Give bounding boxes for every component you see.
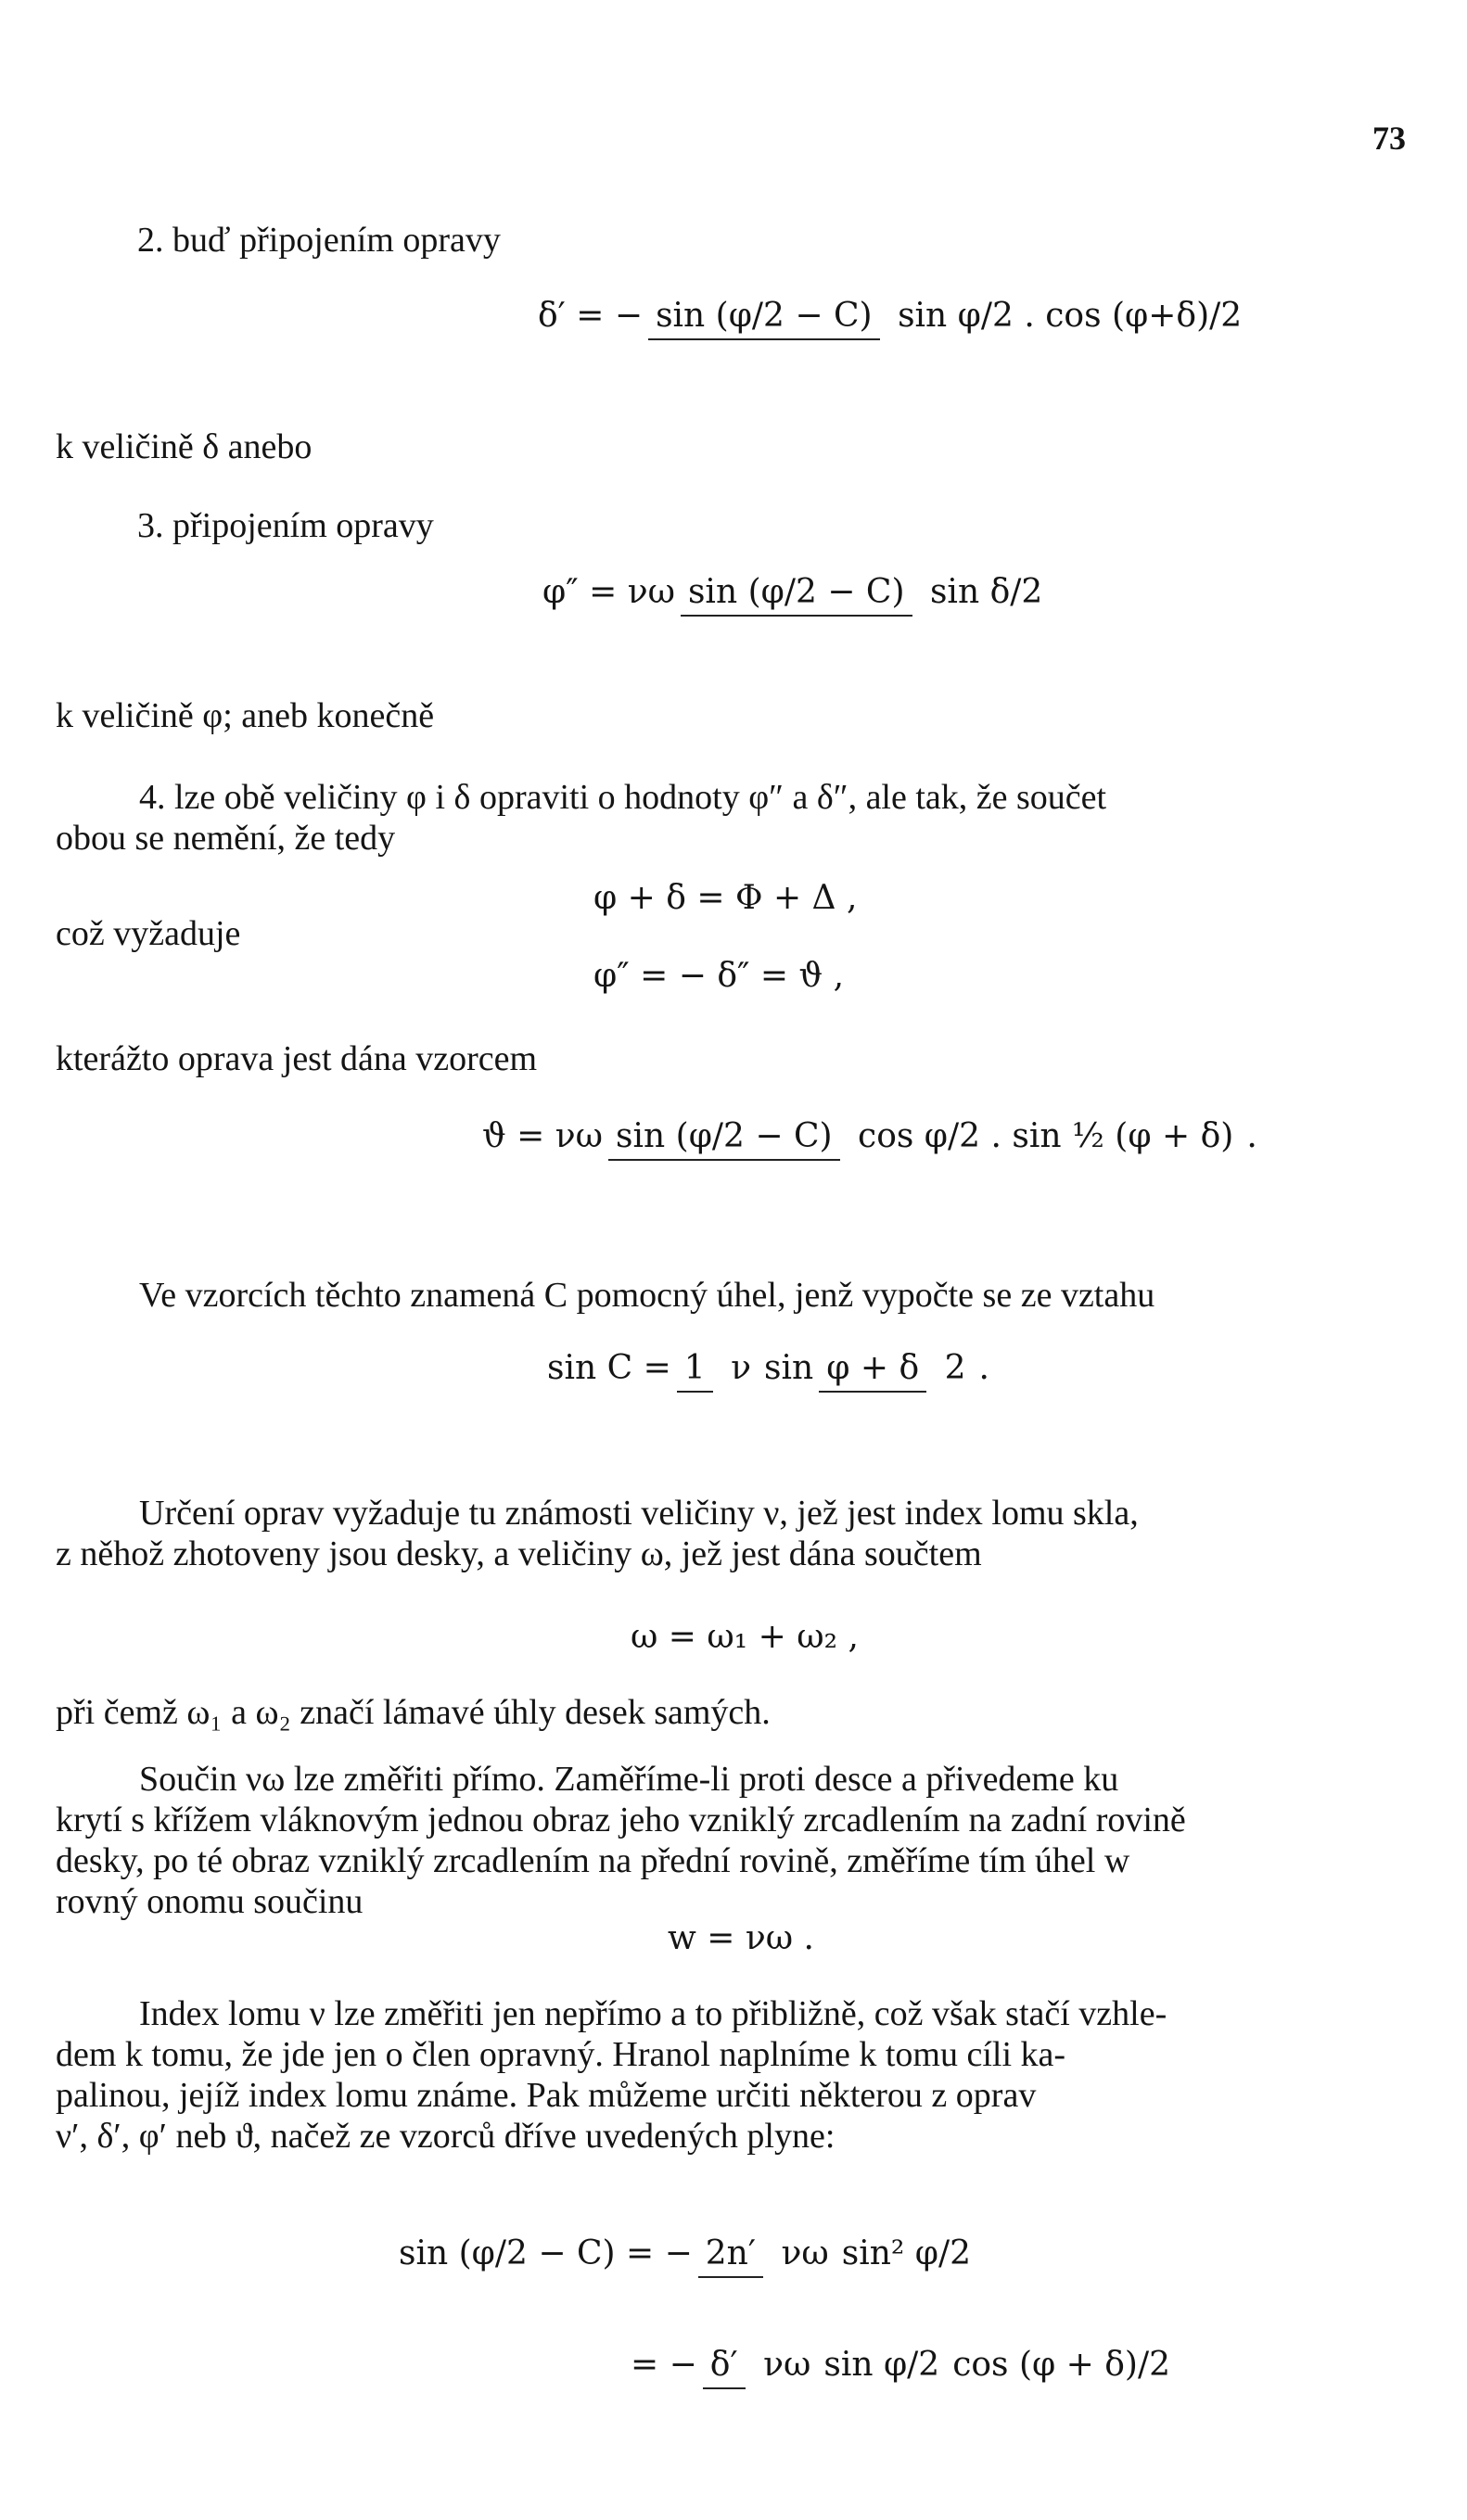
fraction-denominator: cos φ/2 . sin ½ (φ + δ) — [858, 1117, 1234, 1155]
fraction-numerator: 2n′ — [698, 2234, 763, 2278]
paragraph-1-line-1: Ve vzorcích těchto znamená C pomocný úhel, jenž vypočte se ze vztahu — [139, 1276, 1155, 1315]
fraction-numerator: sin (φ/2 − C) — [648, 297, 880, 340]
paragraph-5-line-4: ν′, δ′, φ′ neb ϑ, načež ze vzorců dříve uvedených plyne: — [56, 2117, 836, 2156]
formula-rhs-2: cos (φ + δ)/2 — [952, 2346, 1171, 2384]
paragraph-2-line-2: z něhož zhotoveny jsou desky, a veličiny ω, jež jest dána součtem — [56, 1534, 982, 1573]
formula-lhs: = − — [631, 2346, 697, 2384]
fraction-numerator: φ + δ — [819, 1349, 926, 1393]
formula-sum: φ + δ = Φ + Δ , — [593, 879, 858, 917]
paragraph-4-line-1: Součin νω lze změřiti přímo. Zaměříme-li proti desce a přivedeme ku — [139, 1760, 1119, 1799]
fraction-numerator: sin (φ/2 − C) — [608, 1117, 840, 1161]
paragraph-4 — [56, 1759, 1406, 1922]
paragraph-4-line-4: rovný onomu součinu — [56, 1882, 364, 1921]
fraction-denominator: ν — [731, 1349, 752, 1387]
page-number: 73 — [1372, 120, 1406, 157]
formula-fraction — [698, 2234, 836, 2272]
formula-theta-value — [482, 1117, 1257, 1155]
item-4-line-1: 4. lze obě veličiny φ i δ opraviti o hodnoty φ″ a δ″, ale tak, že součet — [139, 778, 1107, 817]
fraction-numerator: sin (φ/2 − C) — [681, 573, 912, 617]
formula-lhs: φ″ = νω — [542, 573, 675, 611]
formula-w: w = νω . — [668, 1919, 814, 1957]
paragraph-5-line-1: Index lomu ν lze změřiti jen nepřímo a to přibližně, což však stačí vzhle- — [139, 1994, 1167, 2033]
formula-tail: . — [978, 1349, 989, 1387]
fraction-denominator: νω — [781, 2234, 829, 2272]
formula-lhs: ϑ = νω — [482, 1117, 604, 1155]
item-4-paragraph — [56, 777, 1406, 859]
formula-fraction — [681, 573, 1050, 611]
formula-fraction-1 — [677, 1349, 759, 1387]
kterazto-text: kterážto oprava jest dána vzorcem — [56, 1039, 538, 1078]
item-3-text: 3. připojením opravy — [137, 506, 434, 545]
paragraph-3-line-1: při čemž ω₁ a ω₂ značí lámavé úhly desek samých. — [56, 1693, 771, 1732]
formula-rhs-1: sin φ/2 — [823, 2346, 940, 2384]
formula-tail: . — [1246, 1117, 1257, 1155]
fraction-denominator: 2 — [944, 1349, 966, 1387]
formula-final-2 — [631, 2346, 1170, 2384]
item-2-after: k veličině δ anebo — [56, 427, 313, 466]
item-3-after: k veličině φ; aneb konečně — [56, 696, 435, 735]
paragraph-5 — [56, 1993, 1406, 2157]
formula-delta-prime — [538, 297, 1255, 335]
formula-rhs: sin² φ/2 — [841, 2234, 972, 2272]
formula-lhs: sin (φ/2 − C) = − — [399, 2234, 693, 2272]
formula-sin: sin — [764, 1349, 814, 1387]
fraction-numerator: δ′ — [703, 2346, 746, 2389]
coz-vyzaduje: což vyžaduje — [56, 914, 241, 953]
fraction-denominator: sin φ/2 . cos (φ+δ)/2 — [898, 297, 1243, 335]
formula-lhs: δ′ = − — [538, 297, 644, 335]
formula-sin-c — [547, 1349, 989, 1387]
formula-theta: φ″ = − δ″ = ϑ , — [593, 957, 845, 995]
fraction-denominator: sin δ/2 — [929, 573, 1043, 611]
formula-fraction — [703, 2346, 819, 2384]
paragraph-2-line-1: Určení oprav vyžaduje tu známosti veličiny ν, jež jest index lomu skla, — [139, 1494, 1139, 1533]
item-2-text: 2. buď připojením opravy — [137, 221, 501, 260]
fraction-numerator: 1 — [677, 1349, 713, 1393]
formula-final-1 — [399, 2234, 971, 2272]
formula-fraction-2 — [819, 1349, 973, 1387]
paragraph-1 — [56, 1275, 1406, 1316]
paragraph-4-line-2: krytí s křížem vláknovým jednou obraz jeho vzniklý zrcadlením na zadní rovině — [56, 1801, 1186, 1839]
paragraph-5-line-2: dem k tomu, že jde jen o člen opravný. Hranol naplníme k tomu cíli ka- — [56, 2035, 1066, 2074]
fraction-denominator: νω — [763, 2346, 811, 2384]
paragraph-5-line-3: palinou, jejíž index lomu známe. Pak můžeme určiti některou z oprav — [56, 2076, 1037, 2115]
formula-fraction — [608, 1117, 1241, 1155]
formula-fraction — [648, 297, 1249, 335]
formula-omega: ω = ω₁ + ω₂ , — [631, 1618, 859, 1656]
formula-lhs: sin C = — [547, 1349, 671, 1387]
paragraph-3 — [56, 1692, 1406, 1733]
paragraph-4-line-3: desky, po té obraz vzniklý zrcadlením na přední rovině, změříme tím úhel w — [56, 1841, 1130, 1880]
item-4-line-2: obou se nemění, že tedy — [56, 819, 396, 858]
formula-phi-double-prime — [542, 573, 1055, 611]
paragraph-2 — [56, 1493, 1406, 1574]
